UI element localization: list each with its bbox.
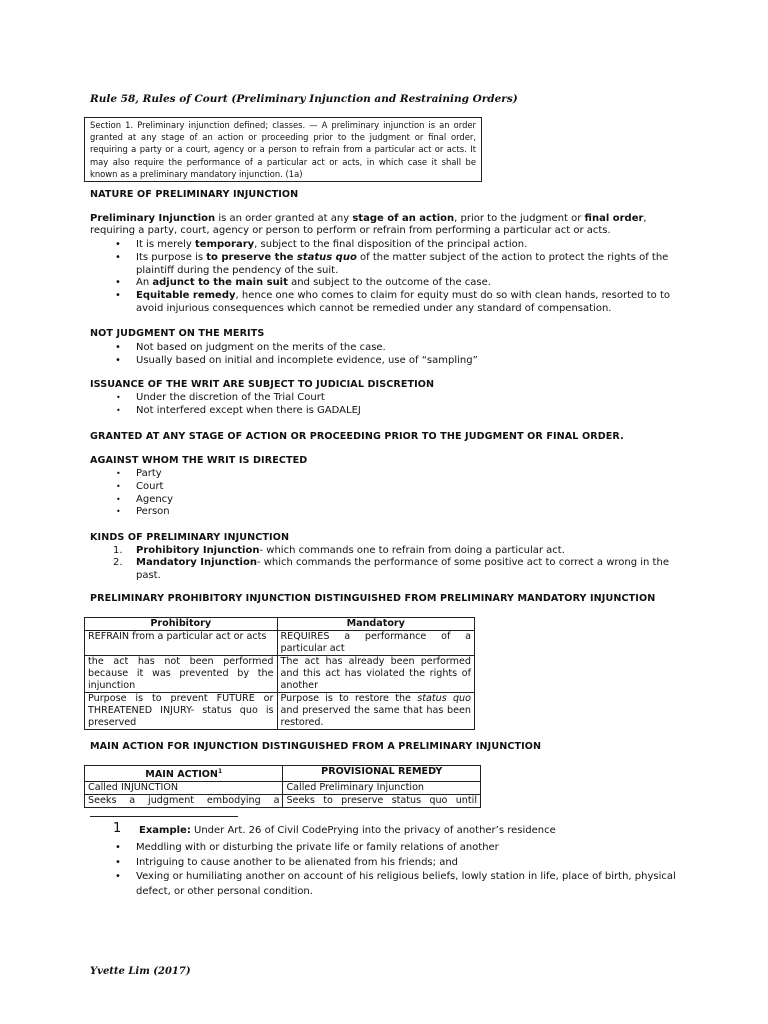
- italic-text: status quo: [296, 251, 357, 263]
- against-list: [0, 468, 678, 519]
- bold-text: Equitable remedy: [136, 290, 236, 302]
- footnote-list: [0, 841, 678, 899]
- list-item: [0, 290, 678, 316]
- granted-heading: GRANTED AT ANY STAGE OF ACTION OR PROCEEDING PRIOR TO THE JUDGMENT OR FINAL ORDER.: [90, 431, 624, 442]
- footnote-ref: 1: [217, 768, 223, 775]
- footnote-separator: [90, 816, 238, 817]
- kinds-list: [0, 545, 678, 582]
- not-judgment-heading: NOT JUDGMENT ON THE MERITS: [90, 328, 265, 339]
- against-heading: AGAINST WHOM THE WRIT IS DIRECTED: [90, 455, 308, 466]
- list-number: 1.: [113, 545, 123, 556]
- author-footer: Yvette Lim (2017): [90, 966, 191, 977]
- bold-text: to preserve the: [206, 251, 297, 263]
- kinds-heading: KINDS OF PRELIMINARY INJUNCTION: [90, 532, 290, 543]
- list-item: • Vexing or humiliating another on account of his religious beliefs, lowly station in life, place of birth, physical defect, or other personal condition.: [0, 870, 678, 899]
- text: - which commands the performance of some positive act to correct a wrong in the past.: [136, 557, 669, 581]
- nature-heading: NATURE OF PRELIMINARY INJUNCTION: [90, 189, 299, 200]
- term-final-order: final order: [584, 213, 644, 224]
- text: It is merely: [136, 239, 196, 250]
- table-cell: Called INJUNCTION: [85, 782, 283, 795]
- text: is an order granted at any: [215, 213, 353, 224]
- table-cell: REFRAIN from a particular act or acts: [85, 631, 278, 656]
- text: Its purpose is: [136, 251, 207, 263]
- list-item: [0, 277, 678, 290]
- list-item: • Not interfered except when there is GADALEJ: [0, 405, 678, 418]
- table-cell: Seeks a judgment embodying a: [85, 795, 283, 808]
- table-row: [85, 795, 481, 808]
- table-cell: The act has already been performed and this act has violated the rights of another: [277, 656, 475, 693]
- column-header: Prohibitory: [85, 618, 278, 631]
- prohibitory-mandatory-table: [84, 617, 475, 730]
- list-item: [0, 252, 678, 278]
- section-1-box: Section 1. Preliminary injunction defined; classes. — A preliminary injunction is an order granted at any stage of an action or proceeding prior to the judgment or final order, requiring a party or a court, agency or a person to refrain from a particular act or acts. It may also require the performance of a particular act or acts, in which case it shall be known as a preliminary mandatory injunction. (1a): [84, 117, 482, 182]
- italic-text: status quo: [417, 693, 471, 704]
- table-cell: [277, 693, 475, 730]
- term-stage-of-action: stage of an action: [352, 213, 455, 224]
- text: , subject to the final disposition of the principal action.: [254, 239, 528, 250]
- text: , prior to the judgment or: [454, 213, 585, 224]
- distinguished-heading: PRELIMINARY PROHIBITORY INJUNCTION DISTINGUISHED FROM PRELIMINARY MANDATORY INJUNCTION: [90, 593, 656, 604]
- column-header: Mandatory: [277, 618, 475, 631]
- table-row: [85, 782, 481, 795]
- column-header: [85, 766, 283, 782]
- bold-text: adjunct to the main suit: [152, 277, 288, 289]
- term-preliminary-injunction: Preliminary Injunction: [90, 213, 216, 224]
- nature-bullet-list: [0, 239, 678, 316]
- document-title: Rule 58, Rules of Court (Preliminary Injunction and Restraining Orders): [90, 93, 518, 105]
- text: and subject to the outcome of the case.: [287, 277, 491, 289]
- bold-text: temporary: [195, 239, 255, 250]
- text: - which commands one to refrain from doing a particular act.: [259, 545, 565, 556]
- footnote-example: [139, 825, 679, 837]
- list-item: • Not based on judgment on the merits of the case.: [0, 342, 678, 355]
- main-action-heading: MAIN ACTION FOR INJUNCTION DISTINGUISHED FROM A PRELIMINARY INJUNCTION: [90, 741, 542, 752]
- list-item: • Under the discretion of the Trial Court: [0, 392, 678, 405]
- not-judgment-list: [0, 342, 678, 368]
- text: An: [136, 277, 153, 289]
- text: Purpose is to restore the: [280, 693, 418, 704]
- list-item: • Intriguing to cause another to be alienated from his friends; and: [0, 856, 678, 871]
- bold-text: Prohibitory Injunction: [136, 545, 260, 556]
- text: of the matter subject of the action to protect the rights of the plaintiff during the pendency of the suit.: [136, 251, 669, 276]
- footnote-number: 1: [113, 821, 122, 836]
- list-item: [0, 557, 678, 582]
- list-item: • Party: [0, 468, 678, 481]
- table-cell: Purpose is to prevent FUTURE or THREATENED INJURY- status quo is preserved: [85, 693, 278, 730]
- nature-paragraph: [90, 213, 678, 237]
- table-row: [85, 656, 475, 693]
- list-item: • Court: [0, 481, 678, 494]
- text: , hence one who comes to claim for equity must do so with clean hands, resorted to to avoid injurious consequences which cannot be remedied under any standard of compensation.: [136, 290, 670, 314]
- text: MAIN ACTION: [145, 769, 218, 781]
- table-header-row: [85, 618, 475, 631]
- issuance-list: [0, 392, 678, 418]
- main-action-table: [84, 765, 481, 808]
- list-item: [0, 239, 678, 252]
- text: Under Art. 26 of Civil CodePrying into the privacy of another’s residence: [190, 825, 556, 836]
- table-cell: Called Preliminary Injunction: [283, 782, 481, 795]
- column-header: PROVISIONAL REMEDY: [283, 766, 481, 782]
- table-cell: Seeks to preserve status quo until: [283, 795, 481, 808]
- list-number: 2.: [113, 557, 123, 569]
- list-item: • Agency: [0, 494, 678, 507]
- table-row: [85, 631, 475, 656]
- bold-text: Example:: [139, 825, 191, 836]
- list-item: • Usually based on initial and incomplete evidence, use of “sampling”: [0, 355, 678, 368]
- table-header-row: [85, 766, 481, 782]
- table-row: [85, 693, 475, 730]
- list-item: [0, 545, 678, 557]
- issuance-heading: ISSUANCE OF THE WRIT ARE SUBJECT TO JUDICIAL DISCRETION: [90, 379, 435, 390]
- text: , requiring a party, court, agency or person to perform or refrain from performing a particular act or acts.: [90, 213, 647, 237]
- list-item: • Meddling with or disturbing the private life or family relations of another: [0, 841, 678, 856]
- text: and preserved the same that has been restored.: [280, 705, 471, 728]
- table-cell: REQUIRES a performance of a particular act: [277, 631, 475, 656]
- list-item: • Person: [0, 506, 678, 519]
- table-cell: the act has not been performed because it was prevented by the injunction: [85, 656, 278, 693]
- bold-text: Mandatory Injunction: [136, 557, 257, 569]
